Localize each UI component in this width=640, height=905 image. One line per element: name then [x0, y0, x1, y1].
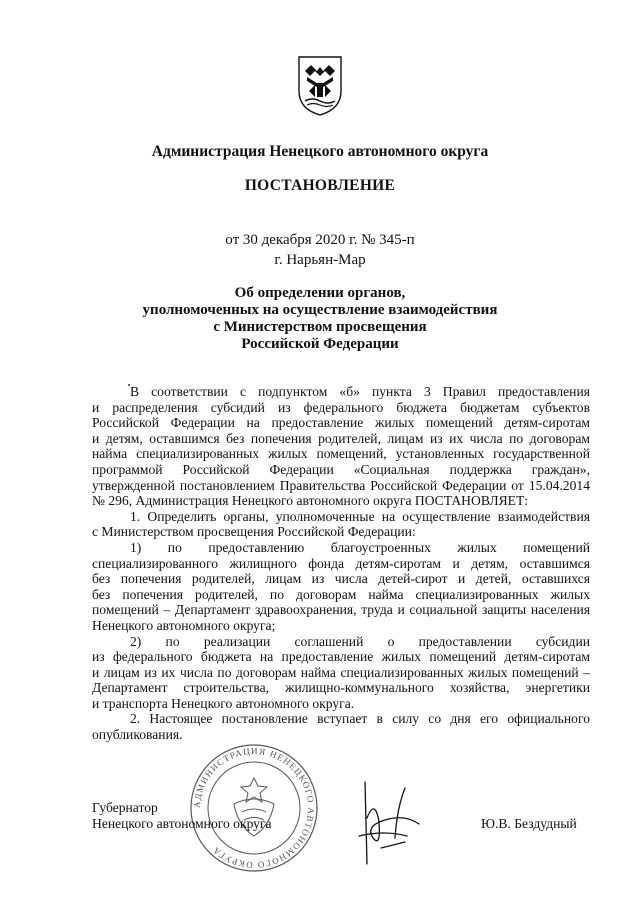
organization-name: Администрация Ненецкого автономного округа — [151, 143, 489, 160]
body-line: и распределения субсидий из федерального бюджета бюджетам субъектов — [92, 399, 590, 415]
body-line: 2) по реализации соглашений о предоставлении субсидии — [130, 633, 590, 649]
position-line: Ненецкого автономного округа — [92, 816, 272, 831]
body-line: Департамент строительства, жилищно-коммунального хозяйства, энергетики — [92, 680, 590, 696]
body-line: 1. Определить органы, уполномоченные на осуществление взаимодействия — [130, 508, 590, 524]
body-line: Российской Федерации на предоставление жилых помещений детям-сиротам — [92, 415, 590, 431]
body-line: программой Российской Федерации «Социальная поддержка граждан», — [92, 461, 590, 477]
body-line: и транспорта Ненецкого автономного округа. — [92, 695, 355, 711]
body-line: В соответствии с подпунктом «б» пункта 3 Правил предоставления — [130, 384, 590, 399]
signatory-name: Ю.В. Бездудный — [481, 816, 577, 831]
title-line: Об определении органов, — [234, 285, 406, 301]
body-line: опубликования. — [92, 727, 183, 743]
body-line: и детям, оставшимся без попечения родителей, лицам из их числа по договорам — [92, 430, 590, 446]
body-line: утвержденной постановлением Правительства Российской Федерации от 15.04.2014 — [92, 477, 590, 493]
coat-of-arms-emblem — [297, 55, 343, 117]
body-line: найма специализированных жилых помещений, установленных государственной — [92, 446, 590, 462]
document-type: ПОСТАНОВЛЕНИЕ — [244, 177, 396, 194]
date-and-number: от 30 декабря 2020 г. № 345-п — [225, 232, 415, 248]
title-line: Российской Федерации — [241, 336, 399, 352]
body-line: и лицам из их числа по договорам найма специализированных жилых помещений – — [92, 664, 590, 680]
body-line: без попечения родителей, лицам из числа детей-сирот и детей, оставшихся — [92, 571, 590, 587]
body-line: Ненецкого автономного округа; — [92, 617, 276, 633]
document-title — [0, 285, 640, 353]
document-body — [92, 384, 590, 743]
position-line: Губернатор — [92, 800, 158, 815]
body-line: из федерального бюджета на предоставление жилых помещений детям-сиротам — [92, 649, 590, 665]
handwritten-signature — [345, 778, 423, 870]
title-line: с Министерством просвещения — [213, 319, 427, 335]
body-line: 2. Настоящее постановление вступает в силу со дня его официального — [130, 711, 590, 727]
signatory-position — [92, 800, 272, 832]
city: г. Нарьян-Мар — [274, 252, 366, 268]
body-line: помещений – Департамент здравоохранения, труда и социальной защиты населения — [92, 602, 590, 618]
body-line: № 296, Администрация Ненецкого автономного округа ПОСТАНОВЛЯЕТ: — [92, 493, 529, 509]
body-line: специализированного жилищного фонда детям-сиротам и детям, оставшимся — [92, 555, 590, 571]
title-line: уполномоченных на осуществление взаимодействия — [142, 302, 498, 318]
body-line: с Министерством просвещения Российской Федерации: — [92, 524, 416, 540]
body-line: 1) по предоставлению благоустроенных жилых помещений — [130, 539, 590, 555]
body-line: без попечения родителей, по договорам найма специализированных жилых — [92, 586, 590, 602]
svg-text:АДМИНИСТРАЦИЯ НЕНЕЦКОГО АВТОНО: АДМИНИСТРАЦИЯ НЕНЕЦКОГО АВТОНОМНОГО ОКРУГА — [191, 745, 317, 871]
